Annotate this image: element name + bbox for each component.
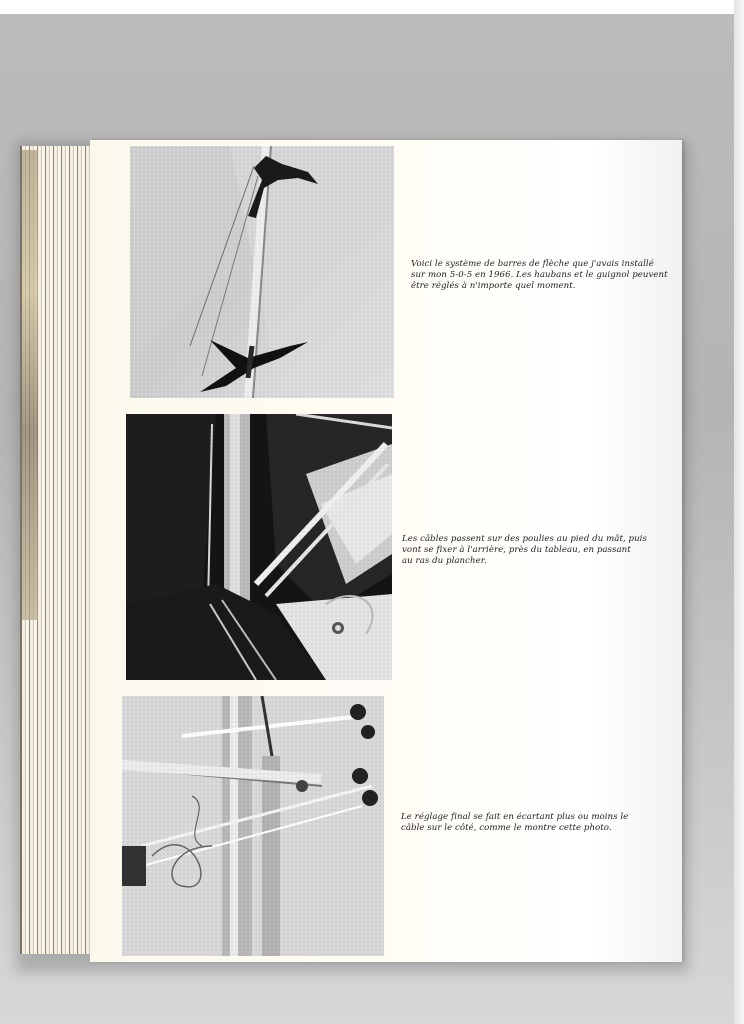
photo-cable-adjustment [122, 696, 384, 956]
book-page [90, 140, 682, 962]
scan-background-right [734, 0, 744, 1024]
caption-mast-pulleys: Les câbles passent sur des poulies au pied du mât, puis vont se fixer à l'arrière, près du tableau, en passant au ras du plancher. [402, 534, 647, 567]
photo-mast-pulleys [126, 414, 392, 680]
caption-cable-adjustment: Le réglage final se fait en écartant plus ou moins le câble sur le côté, comme le montre cette photo. [401, 812, 629, 834]
photo-spreader-bars [130, 146, 394, 398]
caption-spreader-bars: Voici le système de barres de flèche que j'avais installé sur mon 5-0-5 en 1966. Les haubans et le guignol peuvent être réglés à n'importe quel moment. [411, 259, 668, 292]
scan-background-top [0, 0, 744, 14]
book-spine-band [22, 150, 38, 620]
